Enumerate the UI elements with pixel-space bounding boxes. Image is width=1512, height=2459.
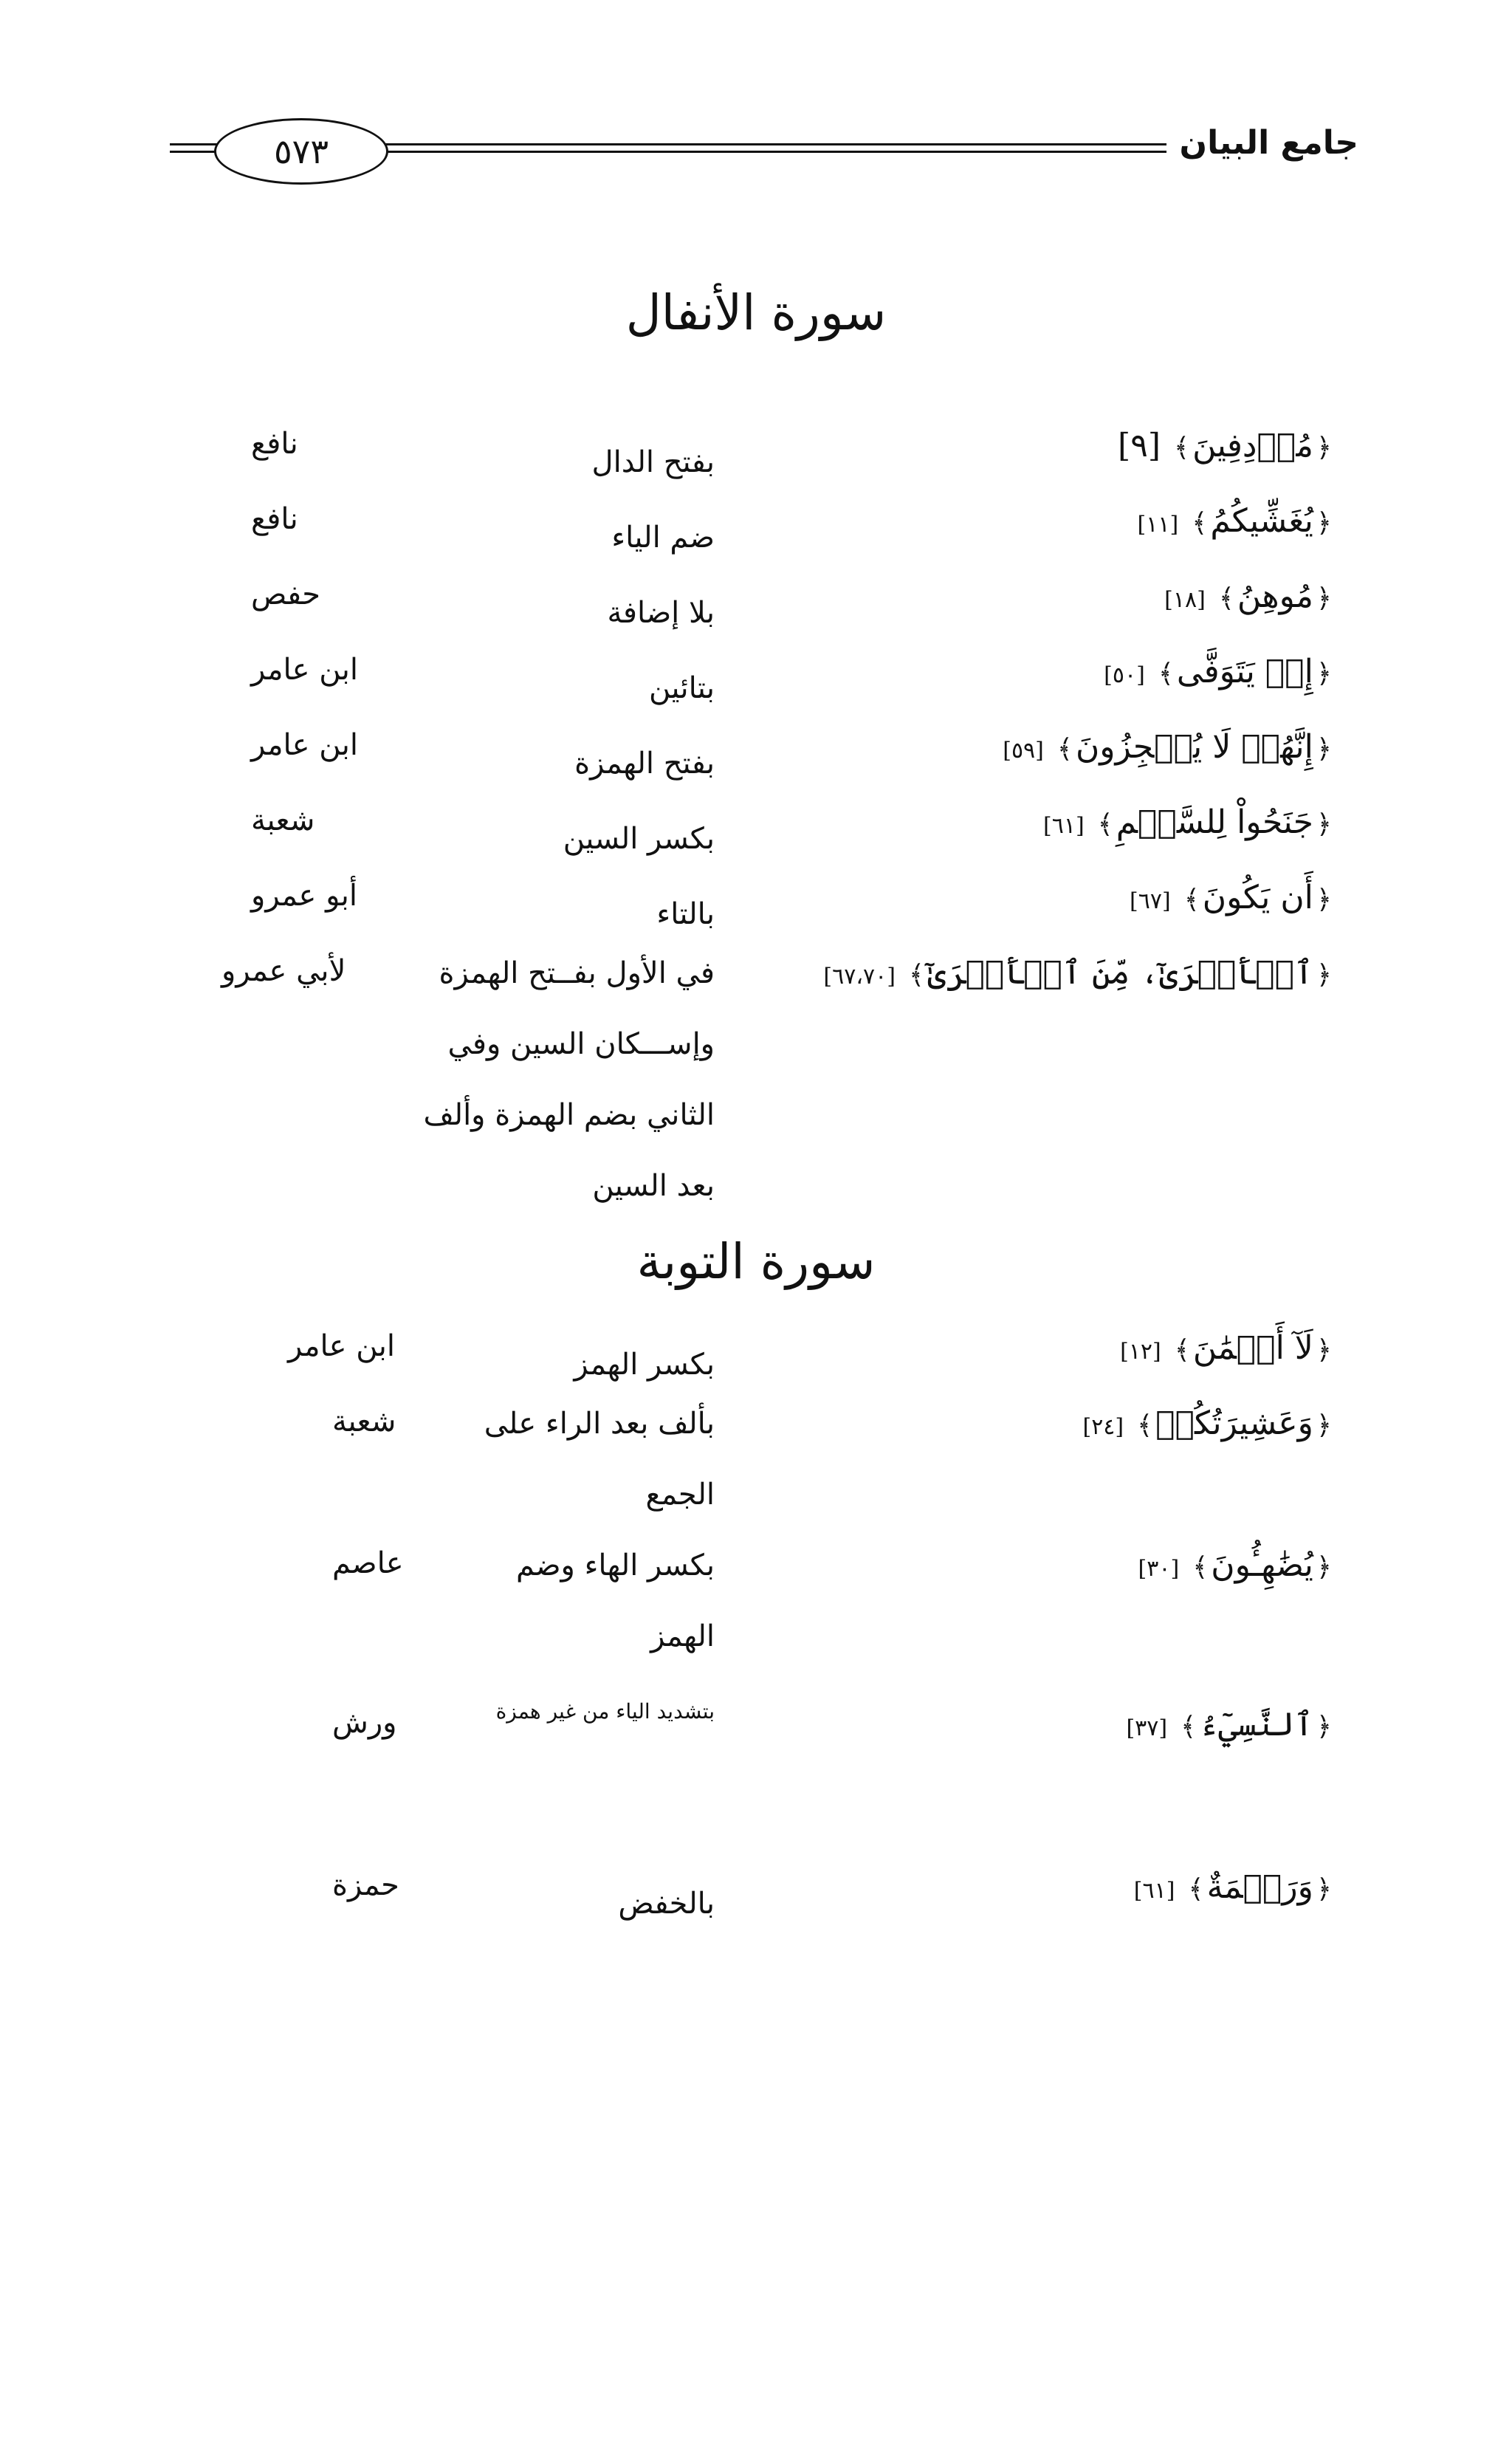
reading-text: بكسر السين xyxy=(563,822,715,856)
ornament-close: ﴾ xyxy=(1192,1552,1209,1582)
reader-name: شعبة xyxy=(332,1405,396,1438)
verse-number: [٣٠] xyxy=(1138,1556,1180,1582)
verse-text: لَآ أَيۡمَٰنَ xyxy=(1192,1329,1313,1367)
ornament-open: ﴿ xyxy=(1316,583,1332,614)
ornament-open: ﴿ xyxy=(1316,508,1332,538)
ornament-open: ﴿ xyxy=(1316,659,1332,689)
reading-text: بكسر الهاء وضم الهمز xyxy=(515,1549,715,1653)
verse-text: إِذۡ يَتَوَفَّى xyxy=(1176,653,1313,690)
verse-cell xyxy=(744,1706,1335,1743)
reading-text: ضم الياء xyxy=(611,521,715,555)
verse-number: [٢٤] xyxy=(1082,1414,1124,1440)
reader-name: حمزة xyxy=(332,1868,399,1902)
reading-text: بتشديد الياء من غير همزة xyxy=(495,1699,715,1724)
verse-text: وَعَشِيرَتُكُمۡ xyxy=(1155,1405,1313,1442)
verse-cell xyxy=(744,1329,1335,1367)
ornament-open: ﴿ xyxy=(1316,734,1332,764)
book-title: جامع البيان xyxy=(1166,124,1358,162)
reader-name: ابن عامر xyxy=(251,728,358,762)
reader-name: لأبي عمرو xyxy=(221,954,346,988)
verse-text: مُوهِنُ xyxy=(1237,577,1313,615)
ornament-open: ﴿ xyxy=(1316,960,1332,990)
verse-text: مُرۡدِفِينَ xyxy=(1192,427,1313,464)
verse-number: [١٨] xyxy=(1164,587,1206,613)
page-number: ٥٧٣ xyxy=(214,118,388,185)
verse-text: ٱلنَّسِيٓءُ xyxy=(1199,1706,1313,1743)
verse-cell xyxy=(744,427,1335,464)
ornament-open: ﴿ xyxy=(1316,885,1332,915)
verse-number: [٩] xyxy=(1118,427,1161,464)
reader-name: ابن عامر xyxy=(288,1329,395,1363)
ornament-open: ﴿ xyxy=(1316,1712,1332,1742)
verse-cell xyxy=(744,577,1335,615)
reading-text: بكسر الهمز xyxy=(574,1348,715,1382)
verse-text: وَرَحۡمَةٌ xyxy=(1206,1868,1313,1906)
reader-name: نافع xyxy=(251,502,298,536)
verse-number: [١١] xyxy=(1137,512,1179,538)
reading-text: بتائين xyxy=(648,671,715,705)
verse-text: أَن يَكُونَ xyxy=(1202,879,1313,916)
ornament-close: ﴾ xyxy=(1181,1712,1197,1742)
verse-number: [١٢] xyxy=(1120,1339,1161,1365)
ornament-open: ﴿ xyxy=(1316,1874,1332,1904)
verse-cell xyxy=(744,502,1335,540)
verse-text: إِنَّهُمۡ لَا يُعۡجِزُونَ xyxy=(1075,728,1313,766)
reading-text: بفتح الدال xyxy=(591,445,715,479)
verse-text: يُضَٰهِـُٔونَ xyxy=(1211,1546,1313,1584)
reader-name: أبو عمرو xyxy=(251,879,358,913)
verse-cell xyxy=(744,803,1335,841)
verse-number: [٥٠] xyxy=(1104,662,1145,688)
verse-number: [٦١] xyxy=(1043,813,1085,839)
reader-name: عاصم xyxy=(332,1546,404,1580)
reader-name: ابن عامر xyxy=(251,653,358,687)
ornament-open: ﴿ xyxy=(1316,1335,1332,1365)
ornament-close: ﴾ xyxy=(1056,734,1073,764)
verse-number: [٦١] xyxy=(1133,1878,1175,1904)
ornament-close: ﴾ xyxy=(909,960,925,990)
ornament-close: ﴾ xyxy=(1174,1335,1190,1365)
ornament-close: ﴾ xyxy=(1158,659,1174,689)
reader-name: حفص xyxy=(251,577,320,611)
ornament-open: ﴿ xyxy=(1316,433,1332,463)
ornament-close: ﴾ xyxy=(1137,1410,1153,1441)
ornament-open: ﴿ xyxy=(1316,1410,1332,1441)
ornament-close: ﴾ xyxy=(1192,508,1208,538)
reading-text: في الأول بفــتح الهمزة وإســـكان السين وفي الثاني بضم الهمزة وألف بعد السين xyxy=(423,956,715,1203)
reader-name: ورش xyxy=(332,1706,397,1740)
ornament-open: ﴿ xyxy=(1316,809,1332,840)
surah-title-tawbah: سورة التوبة xyxy=(636,1233,876,1290)
ornament-close: ﴾ xyxy=(1097,809,1113,840)
verse-cell xyxy=(744,728,1335,766)
ornament-close: ﴾ xyxy=(1218,583,1234,614)
ornament-open: ﴿ xyxy=(1316,1552,1332,1582)
reader-name: نافع xyxy=(251,427,298,461)
reading-text: بلا إضافة xyxy=(607,596,715,630)
verse-cell xyxy=(744,1546,1335,1584)
surah-title-anfal: سورة الأنفال xyxy=(625,284,887,341)
reading-text: بألف بعد الراء على الجمع xyxy=(484,1407,715,1512)
verse-text: ٱلۡأَسۡرَىٰٓ، مِّنَ ٱلۡأَسۡرَىٰٓ xyxy=(927,954,1313,992)
verse-number: [٦٧،٧٠] xyxy=(823,964,896,990)
verse-cell xyxy=(744,653,1335,690)
verse-cell xyxy=(744,1868,1335,1906)
reader-name: شعبة xyxy=(251,803,315,837)
verse-number: [٦٧] xyxy=(1130,888,1171,914)
verse-number: [٥٩] xyxy=(1003,738,1044,764)
reading-text: بالتاء xyxy=(656,897,715,931)
ornament-close: ﴾ xyxy=(1174,433,1190,463)
reading-text: بفتح الهمزة xyxy=(574,747,715,781)
ornament-close: ﴾ xyxy=(1188,1874,1204,1904)
reading-text: بالخفض xyxy=(618,1887,715,1921)
verse-cell xyxy=(744,954,1335,992)
verse-text: يُغَشِّيكُمُ xyxy=(1210,502,1313,540)
verse-cell xyxy=(744,1405,1335,1442)
ornament-close: ﴾ xyxy=(1183,885,1200,915)
running-header xyxy=(170,111,1358,185)
verse-cell xyxy=(744,879,1335,916)
verse-number: [٣٧] xyxy=(1126,1715,1168,1741)
verse-text: جَنَحُواْ لِلسَّلۡمِ xyxy=(1116,803,1313,841)
